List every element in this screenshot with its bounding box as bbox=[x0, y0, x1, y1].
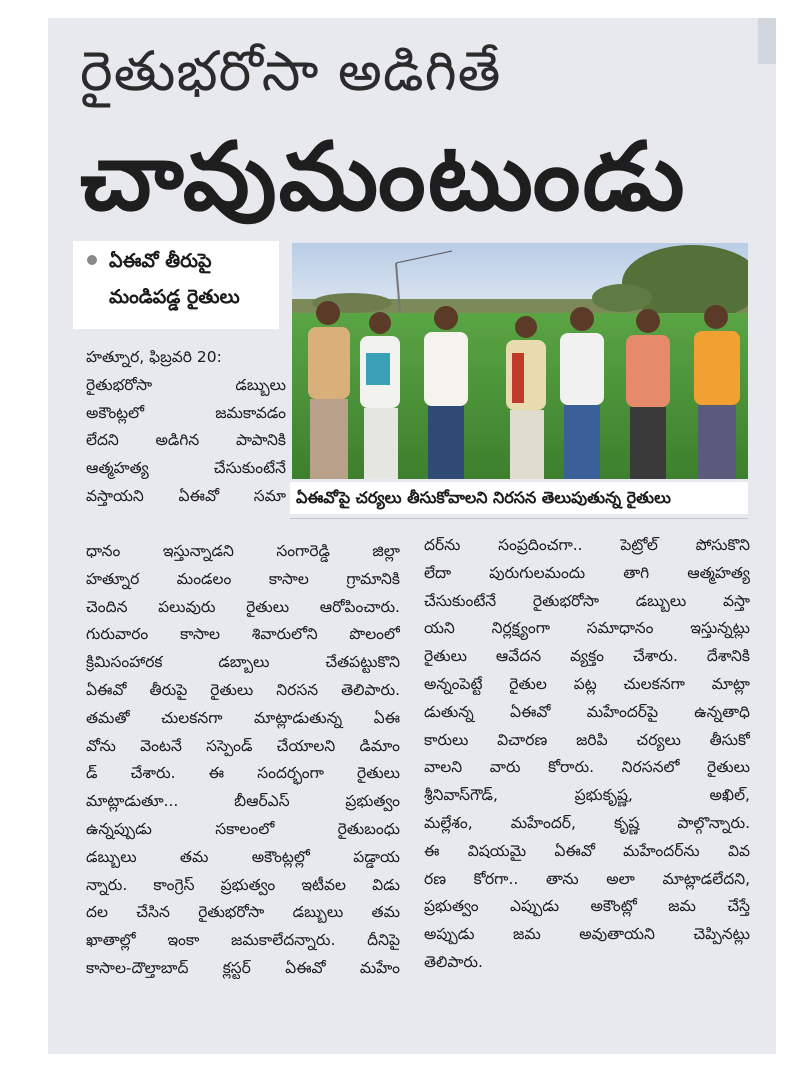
body-line: చెందిన పలువురు రైతులు ఆరోపించారు. bbox=[86, 597, 400, 616]
body-line: ఏఈవో తీరుపై రైతులు నిరసన తెలిపారు. bbox=[86, 680, 400, 699]
body-line: దర్‌ను సంప్రదించగా.. పెట్రోల్ పోసుకొని bbox=[424, 536, 750, 554]
body-line: న్నారు. కాంగ్రెస్ ప్రభుత్వం ఇటీవల విడు bbox=[86, 875, 400, 894]
corner-tab bbox=[758, 18, 776, 64]
body-line: శ్రీనివాస్‌గౌడ్, ప్రభుకృష్ణ, అఖిల్, bbox=[424, 786, 750, 805]
body-line: ఆత్మహత్య చేసుకుంటేనే bbox=[86, 459, 286, 478]
body-line: అకౌంట్లలో జమకావడం bbox=[86, 403, 286, 422]
body-line: వోను వెంటనే సస్పెండ్ చేయాలని డిమాం bbox=[86, 736, 400, 755]
body-line: గురువారం కాసాల శివారులోని పొలంలో bbox=[86, 625, 400, 644]
body-line: ఖాతాల్లో ఇంకా జమకాలేదన్నారు. దీనిపై bbox=[86, 931, 400, 950]
caption-divider bbox=[290, 518, 748, 519]
body-line: వస్తాయని ఏఈవో సమా bbox=[86, 486, 286, 505]
body-line: ధానం ఇస్తున్నాడని సంగారెడ్డి జిల్లా bbox=[86, 542, 400, 560]
page-margin bbox=[776, 18, 800, 1054]
body-line: డుతున్న ఏఈవో మహేందర్‌పై ఉన్నతాధి bbox=[424, 702, 750, 721]
sub-deck bbox=[73, 241, 279, 329]
body-line: హత్నూర, ఫిబ్రవరి 20: bbox=[86, 348, 222, 366]
body-line: హత్నూర మండలం కాసాల గ్రామానికి bbox=[86, 569, 400, 588]
body-line: ఈ విషయమై ఏఈవో మహేందర్‌ను వివ bbox=[424, 841, 750, 860]
photo-caption: ఏఈవోపై చర్యలు తీసుకోవాలని నిరసన తెలుపుతున్న రైతులు bbox=[290, 482, 748, 514]
body-line: చేసుకుంటేనే రైతుభరోసా డబ్బులు వస్తా bbox=[424, 591, 750, 610]
body-line: యని నిర్లక్ష్యంగా సమాధానం ఇస్తున్నట్లు bbox=[424, 619, 750, 638]
body-line: తెలిపారు. bbox=[424, 952, 483, 971]
body-line: తమతో చులకనగా మాట్లాడుతున్న ఏఈ bbox=[86, 708, 400, 727]
headline-line-1: రైతుభరోసా అడిగితే bbox=[80, 39, 502, 103]
headline-line-2: చావుమంటుండు bbox=[80, 123, 687, 232]
body-column-1-bottom bbox=[86, 538, 400, 983]
body-line: కారులు విచారణ జరిపి చర్యలు తీసుకో bbox=[424, 730, 750, 749]
deck-line-1: ఏఈవో తీరుపై bbox=[109, 250, 212, 272]
body-line: ప్రభుత్వం ఎప్పుడు అకౌంట్లో జమ చేస్తే bbox=[424, 897, 750, 916]
body-line: లేదని అడిగిన పాపానికి bbox=[86, 431, 286, 450]
body-line: వాలని వారు కోరారు. నిరసనలో రైతులు bbox=[424, 758, 750, 777]
body-line: డ్ చేశారు. ఈ సందర్భంగా రైతులు bbox=[86, 764, 400, 783]
body-column-2 bbox=[424, 532, 750, 977]
body-line: అన్నంపెట్టే రైతుల పట్ల చులకనగా మాట్లా bbox=[424, 674, 750, 693]
body-line: దల చేసిన రైతుభరోసా డబ్బులు తమ bbox=[86, 903, 400, 922]
body-line: లేదా పురుగులమందు తాగి ఆత్మహత్య bbox=[424, 563, 750, 582]
body-line: రైతుభరోసా డబ్బులు bbox=[86, 375, 286, 394]
body-line: రణ కోరగా.. తాను అలా మాట్లాడలేదని, bbox=[424, 869, 750, 888]
body-line: కాసాల-దౌల్తాబాద్ క్లస్టర్ ఏఈవో మహేం bbox=[86, 958, 400, 977]
body-line: రైతులు ఆవేదన వ్యక్తం చేశారు. దేశానికి bbox=[424, 647, 750, 666]
body-column-1-top bbox=[86, 344, 286, 511]
deck-line-2: మండిపడ్డ రైతులు bbox=[109, 286, 240, 308]
body-line: అప్పుడు జమ అవుతాయని చెప్పినట్లు bbox=[424, 925, 750, 944]
body-line: మల్లేశం, మహేందర్, కృష్ణ పాల్గొన్నారు. bbox=[424, 813, 750, 832]
body-line: డబ్బులు తమ అకౌంట్లల్లో పడ్డాయ bbox=[86, 847, 400, 866]
news-photo bbox=[292, 243, 748, 479]
body-line: క్రిమిసంహారక డబ్బాలు చేతపట్టుకొని bbox=[86, 653, 400, 672]
body-line: మాట్లాడుతూ... బీఆర్ఎస్ ప్రభుత్వం bbox=[86, 792, 400, 811]
body-line: ఉన్నప్పుడు సకాలంలో రైతుబంధు bbox=[86, 819, 400, 838]
farmers-in-field-illustration bbox=[292, 243, 748, 479]
bullet-icon bbox=[87, 255, 97, 265]
